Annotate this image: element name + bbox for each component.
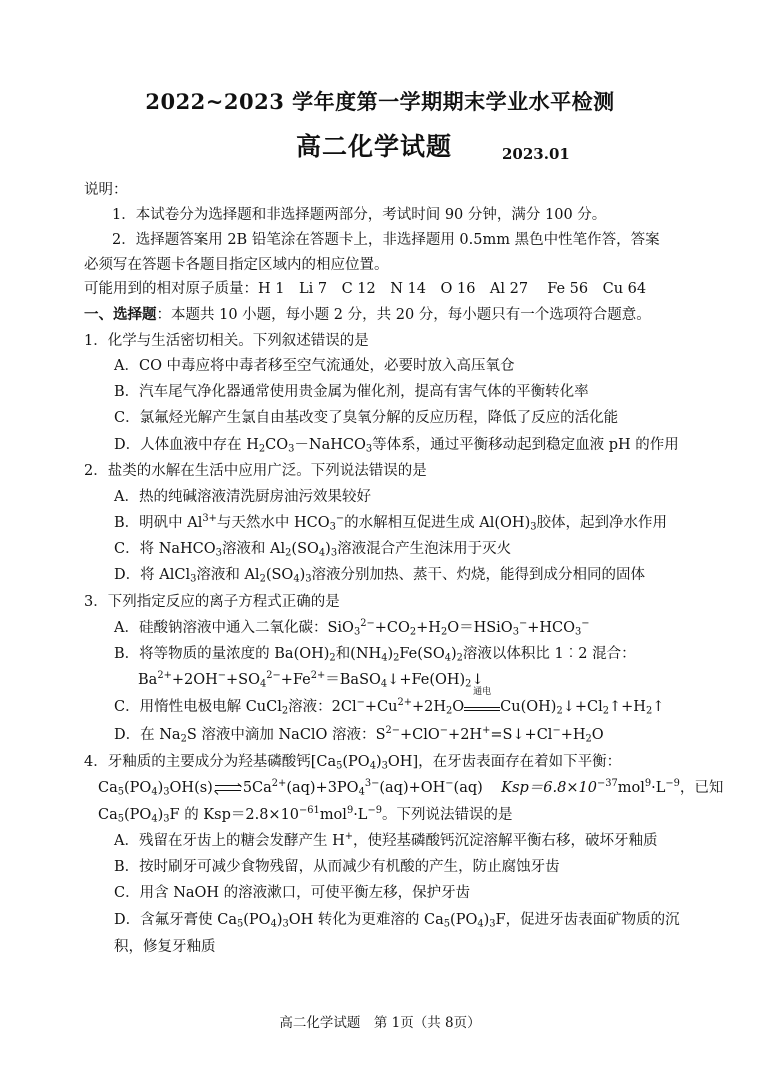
exam-date: 2023.01: [502, 145, 570, 163]
q3-option-d: D．在 $Na_2S$ 溶液中滴加 NaClO 溶液：$S^{2-}+ClO^-+2H^+=S↓+Cl^-+H_2O$: [114, 725, 604, 745]
q4-ksp-line: $Ca_5(PO_4)_3F$ 的 $Ksp=2.8\times 10^{-61}mol^9\cdot L^{-9}$。下列说法错误的是: [98, 805, 513, 825]
section-1-heading: [84, 305, 651, 325]
q1-option-b: B．汽车尾气净化器通常使用贵金属为催化剂，提高有害气体的平衡转化率: [114, 384, 589, 400]
q3-option-b-line1: B．将等物质的量浓度的 $Ba(OH)_2$和$(NH_4)_2Fe(SO_4)_2$溶液以体积比 1︰2 混合：: [114, 646, 636, 664]
q4-option-b: B．按时刷牙可减少食物残留，从而减少有机酸的产生，防止腐蚀牙齿: [114, 859, 560, 875]
equilibrium-arrow-icon: [213, 782, 243, 794]
q2-option-b: B．明矾中 $Al^{3+}$与天然水中 $HCO_3^-$的水解相互促进生成 $Al(OH)_3$胶体，起到净水作用: [114, 513, 667, 533]
q2-option-d: D．将 AlCl$_3$溶液和 $Al_2(SO_4)_3$溶液分别加热、蒸干、灼烧，能得到成分相同的固体: [114, 567, 646, 585]
q3-stem: 3．下列指定反应的离子方程式正确的是: [84, 594, 340, 610]
q4-stem: 4．牙釉质的主要成分为羟基磷酸钙$[Ca_5(PO_4)_3OH]$，在牙齿表面存在着如下平衡：: [84, 754, 622, 772]
instruction-2-line1: 2．选择题答案用 2B 铅笔涂在答题卡上，非选择题用 0.5mm 黑色中性笔作答，答案: [112, 232, 660, 248]
q1-option-d: D．人体血液中存在 $H_2CO_3-NaHCO_3$等体系，通过平衡移动起到稳定血液 pH 的作用: [114, 437, 679, 455]
q4-option-d-line1: D．含氟牙膏使 $Ca_5(PO_4)_3OH$ 转化为更难溶的 $Ca_5(PO_4)_3F$，促进牙齿表面矿物质的沉: [114, 912, 680, 930]
q2-option-c: C．将 NaHCO$_3$溶液和 $Al_2(SO_4)_3$溶液混合产生泡沫用于灭火: [114, 541, 512, 559]
q2-stem: 2．盐类的水解在生活中应用广泛。下列说法错误的是: [84, 463, 427, 479]
instruction-1: 1．本试卷分为选择题和非选择题两部分，考试时间 90 分钟，满分 100 分。: [112, 207, 607, 223]
q1-stem: 1．化学与生活密切相关。下列叙述错误的是: [84, 333, 369, 349]
q3-option-b-equation: $Ba^{2+}+2OH^-+SO_4^{2-}+Fe^{2+}=BaSO_4↓+Fe(OH)_2↓$: [138, 670, 484, 690]
subject-title: 高二化学试题: [296, 132, 453, 161]
q4-equilibrium: $Ca_5(PO_4)_3OH(s)$ $5Ca^{2+}(aq)+3PO_4^{3-}(aq)+OH^-(aq)$ $Ksp=6.8\times 10^{-37}mol^9\cdot L^{-9}$，已知: [98, 778, 724, 798]
q1-option-c: C．氯氟烃光解产生氯自由基改变了臭氧分解的反应历程，降低了反应的活化能: [114, 410, 619, 426]
exam-title: 2022~2023 学年度第一学期期末学业水平检测: [145, 89, 615, 114]
q3-option-a: A．硅酸钠溶液中通入二氧化碳：$SiO_3^{2-}+CO_2+H_2O=HSiO_3^-+HCO_3^-$: [114, 618, 590, 638]
section-1-label: 一、选择题: [84, 306, 157, 323]
section-1-text: ：本题共 10 小题，每小题 2 分，共 20 分，每小题只有一个选项符合题意。: [156, 307, 651, 323]
page-footer: 高二化学试题 第 1页（共 8页）: [279, 1015, 481, 1031]
electrolysis-arrow: 通电: [464, 699, 500, 711]
q4-option-a: A．残留在牙齿上的糖会发酵产生 H+，使羟基磷酸钙沉淀溶解平衡右移，破坏牙釉质: [114, 831, 658, 849]
q3-option-c: C．用惰性电极电解 CuCl$_2$溶液：$2Cl^-+Cu^{2+}+2H_2O$ 通电 $Cu(OH)_2↓+Cl_2↑+H_2↑$: [114, 687, 665, 717]
q4-option-c: C．用含 NaOH 的溶液漱口，可使平衡左移，保护牙齿: [114, 885, 471, 901]
q2-option-a: A．热的纯碱溶液清洗厨房油污效果较好: [114, 489, 371, 505]
q1-option-a: A．CO 中毒应将中毒者移至空气流通处，必要时放入高压氧仓: [114, 358, 515, 374]
instruction-2-line2: 必须写在答题卡各题目指定区域内的相应位置。: [84, 257, 389, 273]
instructions-heading: 说明：: [84, 182, 128, 198]
atomic-masses: 可能用到的相对原子质量：H 1 Li 7 C 12 N 14 O 16 Al 27 Fe 56 Cu 64: [84, 281, 647, 297]
q4-option-d-line2: 积，修复牙釉质: [114, 939, 216, 955]
